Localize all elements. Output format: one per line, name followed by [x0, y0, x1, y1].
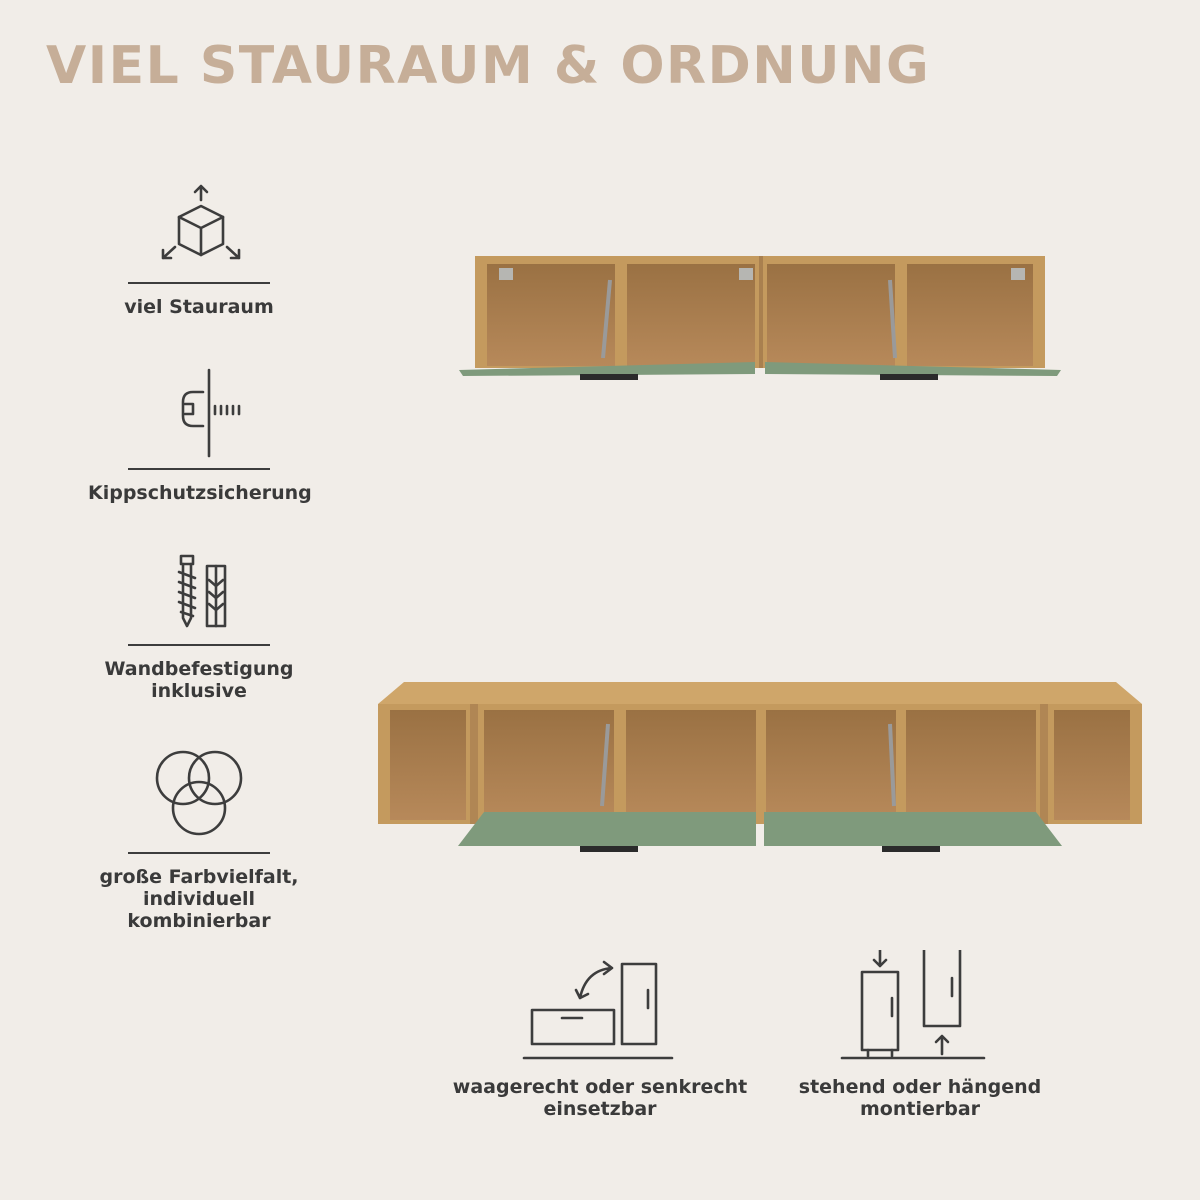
divider: [128, 644, 270, 646]
feature-label-storage: viel Stauraum: [124, 296, 274, 318]
feature-label-orientation: waagerecht oder senkrecht einsetzbar: [452, 1076, 748, 1120]
divider: [128, 282, 270, 284]
divider: [128, 468, 270, 470]
cube-expand-icon: [149, 182, 249, 274]
wall-anchor-screw-icon: [149, 366, 249, 460]
feature-color-variety: [88, 746, 310, 932]
feature-label-wall-mounting: Wandbefestigung inklusive: [104, 658, 294, 702]
rotate-orientation-icon: [520, 950, 680, 1062]
feature-label-mounting-style: stehend oder hängend montierbar: [798, 1076, 1042, 1120]
feature-label-tip-protection: Kippschutzsicherung: [88, 482, 312, 504]
feature-tip-protection: [88, 366, 310, 504]
color-circles-icon: [149, 746, 249, 844]
feature-wall-mounting: [88, 550, 310, 702]
feature-storage: [88, 182, 310, 318]
feature-mounting-style: [750, 950, 1090, 1120]
screw-and-dowel-icon: [149, 550, 249, 636]
divider: [128, 852, 270, 854]
page-title: VIEL STAURAUM & ORDNUNG: [46, 36, 931, 96]
feature-label-color-variety: große Farbvielfalt, individuell kombinierbar: [99, 866, 299, 932]
sideboard-bottom-image: [374, 678, 1146, 858]
standing-hanging-icon: [840, 950, 1000, 1062]
feature-orientation: [430, 950, 770, 1120]
wall-cabinet-top-image: [455, 250, 1065, 385]
